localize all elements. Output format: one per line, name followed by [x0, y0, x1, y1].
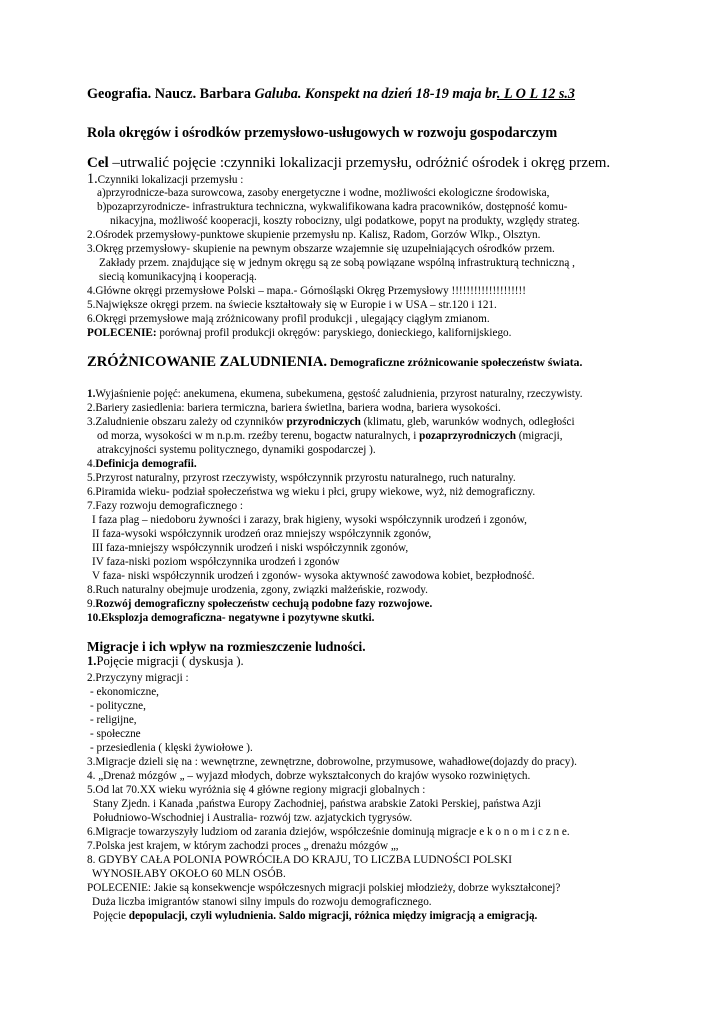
list-item: 8.Ruch naturalny obejmuje urodzenia, zgony, związki małżeńskie, rozwody. [87, 584, 428, 596]
list-item: IV faza-niski poziom współczynnika urodzeń i zgonów [92, 556, 340, 568]
list-item: 6.Migracje towarzyszyły ludziom od zarania dziejów, współcześnie dominują migracje e k o n o m i c z n e. [87, 826, 570, 838]
list-item: Duża liczba imigrantów stanowi silny impuls do rozwoju demograficznego. [92, 896, 432, 908]
list-item: 3.Migracje dzieli się na : wewnętrzne, zewnętrzne, dobrowolne, przymusowe, wahadłowe(dojazdy do pracy). [87, 756, 577, 768]
list-item: 4.Główne okręgi przemysłowe Polski – mapa.- Górnośląski Okręg Przemysłowy !!!!!!!!!!!!!!!!!!!! [87, 285, 526, 297]
list-item: - religijne, [90, 714, 137, 726]
list-item: 10.Eksplozja demograficzna- negatywne i pozytywne skutki. [87, 612, 375, 624]
list-item: 1.Pojęcie migracji ( dyskusja ). [87, 654, 244, 668]
goal-text: –utrwalić pojęcie :czynniki lokalizacji przemysłu, odróżnić ośrodek i okręg przem. [108, 155, 611, 171]
section2-title: ZRÓŻNICOWANIE ZALUDNIENIA. Demograficzne zróżnicowanie społeczeństw świata. [87, 354, 583, 370]
list-item: 8. GDYBY CAŁA POLONIA POWRÓCIŁA DO KRAJU, TO LICZBA LUDNOŚCI POLSKI [87, 854, 512, 866]
list-item: Południowo-Wschodniej i Australia- rozwój tzw. azjatyckich tygrysów. [93, 812, 413, 824]
list-item: 7.Polska jest krajem, w którym zachodzi proces „ drenażu mózgów „, [87, 840, 399, 852]
list-item: b)pozaprzyrodnicze- infrastruktura techniczna, wykwalifikowana kadra pracowników, dostępność komu- [97, 201, 568, 213]
list-item: 1.Wyjaśnienie pojęć: anekumena, ekumena, subekumena, gęstość zaludnienia, przyrost naturalny, rzeczywisty. [87, 388, 583, 400]
list-item: 2.Ośrodek przemysłowy-punktowe skupienie przemysłu np. Kalisz, Radom, Gorzów Wlkp., Olsztyn. [87, 229, 541, 241]
list-item: 6.Okręgi przemysłowe mają zróżnicowany profil produkcji , ulegający ciągłym zmianom. [87, 313, 490, 325]
header-subject: Geografia. Naucz. Barbara [87, 86, 255, 102]
list-item: 4. „Drenaż mózgów „ – wyjazd młodych, dobrze wykształconych do krajów wysoko rozwiniętych. [87, 770, 531, 782]
list-item: od morza, wysokości w m n.p.m. rzeźby terenu, bogactw naturalnych, i pozaprzyrodniczych (migracji, [97, 430, 563, 442]
list-item: 3.Okręg przemysłowy- skupienie na pewnym obszarze wzajemnie się uzupełniających ośrodków przem. [87, 243, 555, 255]
list-item: a)przyrodnicze-baza surowcowa, zasoby energetyczne i wodne, możliwości ekologiczne środowiska, [97, 187, 550, 199]
list-item: 5.Największe okręgi przem. na świecie kształtowały się w Europie i w USA – str.120 i 121. [87, 299, 497, 311]
section1-task: POLECENIE: porównaj profil produkcji okręgów: paryskiego, donieckiego, kalifornijskiego. [87, 327, 512, 339]
list-item: V faza- niski współczynnik urodzeń i zgonów- wysoka aktywność zawodowa kobiet, bezpłodność. [92, 570, 535, 582]
list-item: 9.Rozwój demograficzny społeczeństw cechują podobne fazy rozwojowe. [87, 598, 433, 610]
section1-goal [87, 154, 610, 172]
list-item: II faza-wysoki współczynnik urodzeń oraz mniejszy współczynnik zgonów, [92, 528, 432, 540]
section3-title: Migracje i ich wpływ na rozmieszczenie ludności. [87, 639, 366, 654]
section3-task: POLECENIE: Jakie są konsekwencje współczesnych migracji polskiej młodzieży, dobrze wykształconej? [87, 882, 561, 894]
list-item: 3.Zaludnienie obszaru zależy od czynników przyrodniczych (klimatu, gleb, warunków wodnych, odległości [87, 416, 575, 428]
list-item: - społeczne [90, 728, 141, 740]
list-item: III faza-mniejszy współczynnik urodzeń i niski współczynnik zgonów, [92, 542, 409, 554]
list-item: 7.Fazy rozwoju demograficznego : [87, 500, 243, 512]
list-item: 2.Przyczyny migracji : [87, 672, 189, 684]
list-item: Stany Zjedn. i Kanada ,państwa Europy Zachodniej, państwa arabskie Zatoki Perskiej, państwa Azji [93, 798, 541, 810]
list-item: WYNOSIŁABY OKOŁO 60 MLN OSÓB. [92, 868, 286, 880]
list-item: nikacyjna, możliwość kooperacji, koszty robocizny, ulgi podatkowe, popyt na produkty, względy strateg. [110, 215, 580, 227]
header-class-code: . L O L 12 s.3 [496, 86, 576, 102]
list-item: - polityczne, [90, 700, 146, 712]
list-item: - przesiedlenia ( klęski żywiołowe ). [90, 742, 253, 754]
list-item: I faza plag – niedoboru żywności i zarazy, brak higieny, wysoki współczynnik urodzeń i zgonów, [92, 514, 527, 526]
list-item: atrakcyjności systemu politycznego, dynamiki gospodarczej ). [97, 444, 376, 456]
list-item: 2.Bariery zasiedlenia: bariera termiczna, bariera świetlna, bariera wodna, bariera wysokości. [87, 402, 501, 414]
goal-label: Cel [87, 155, 109, 171]
list-item: 6.Piramida wieku- podział społeczeństwa wg wieku i płci, grupy wiekowe, wyż, niż demograficzny. [87, 486, 536, 498]
list-item: Zakłady przem. znajdujące się w jednym okręgu są ze sobą powiązane wspólną infrastrukturą techniczną , [99, 257, 575, 269]
list-item: Pojęcie depopulacji, czyli wyludnienia. Saldo migracji, różnica między imigracją a emigracją. [93, 910, 538, 922]
document-header [87, 86, 575, 103]
section1-title: Rola okręgów i ośrodków przemysłowo-usługowych w rozwoju gospodarczym [87, 125, 558, 141]
list-item: 5.Od lat 70.XX wieku wyróżnia się 4 główne regiony migracji globalnych : [87, 784, 426, 796]
list-item: 1.Czynniki lokalizacji przemysłu : [87, 171, 244, 187]
header-lesson-info: Galuba. Konspekt na dzień 18-19 maja br [254, 86, 497, 102]
list-item: - ekonomiczne, [90, 686, 159, 698]
list-item: siecią komunikacyjną i kooperacją. [99, 271, 257, 283]
list-item: 5.Przyrost naturalny, przyrost rzeczywisty, współczynnik przyrostu naturalnego, ruch naturalny. [87, 472, 516, 484]
list-item: 4.Definicja demografii. [87, 458, 197, 470]
